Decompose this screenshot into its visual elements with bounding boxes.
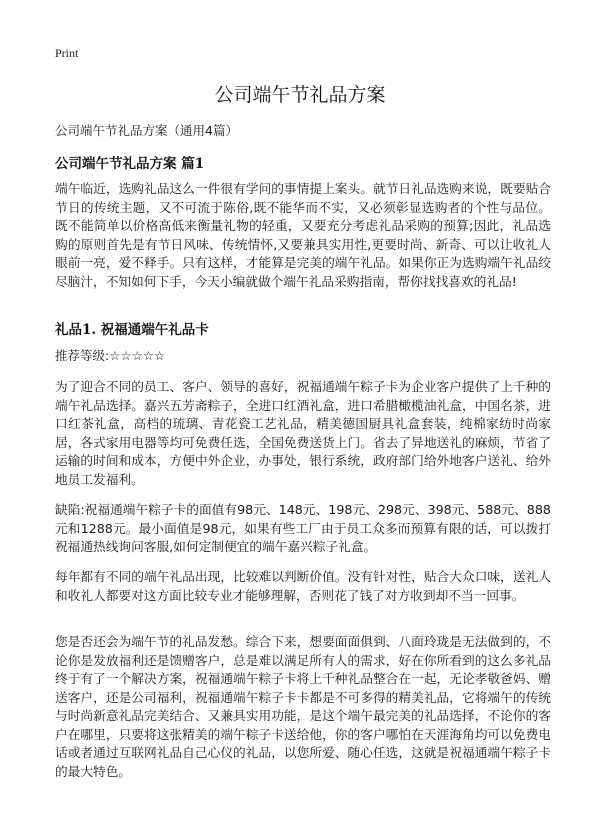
section-heading-1: 公司端午节礼品方案 篇1 [55,156,205,172]
intro-paragraph: 端午临近，选购礼品这么一件很有学问的事情提上案头。就节日礼品选购来说，既要贴合节日的传统主题，又不可流于陈俗,既不能华而不实，又必须彰显选购者的个性与品位。既不能简单以价格高低来衡量礼物的轻重，又要充分考虑礼品采购的预算;因此，礼品选购的原则首先是有节日风味、传统情怀,又要兼具实用性,更要时尚、新奇、可以让收礼人眼前一亮，爱不释手。只有这样，才能算是完美的端午礼品。如果你正为选购端午礼品绞尽脑汁，不知如何下手，今天小编就做个端午礼品采购指南，帮你找找喜欢的礼品! [55,181,551,289]
page-title: 公司端午节礼品方案 [214,84,386,106]
value-paragraph: 每年都有不同的端午礼品出现，比较难以判断价值。没有针对性，贴合大众口味，送礼人和收礼人都要对这方面比较专业才能够理解，否则花了钱了对方收到却不当一回事。 [55,569,551,603]
item-heading-1: 礼品1. 祝福通端午礼品卡 [55,322,209,338]
document-subtitle: 公司端午节礼品方案（通用4篇） [55,123,238,138]
limitation-paragraph: 缺陷:祝福通端午粽子卡的面值有98元、148元、198元、298元、398元、588元、888元和1288元。最小面值是98元，如果有些工厂由于员工众多而预算有限的话，可以拨打祝福通热线询问客服,如何定制便宜的端午嘉兴粽子礼盒。 [55,502,551,554]
description-paragraph: 为了迎合不同的员工、客户、领导的喜好，祝福通端午粽子卡为企业客户提供了上千种的端午礼品选择。嘉兴五芳斋粽子，全进口红酒礼盒，进口希腊橄榄油礼盒，中国名茶，进口红茶礼盒，高档的琉璃、青花瓷工艺礼品，精美德国厨具礼盒套装，纯棉家纺时尚家居，各式家用电器等均可免费任选，全国免费送货上门。省去了异地送礼的麻烦，节省了运输的时间和成本，方便中外企业，办事处，银行系统，政府部门给外地客户送礼、给外地员工发福利。 [55,379,551,487]
solution-paragraph: 您是否还会为端午节的礼品发愁。综合下来，想要面面俱到、八面玲珑是无法做到的，不论你是发放福利还是馈赠客户，总是难以满足所有人的需求，好在你所看到的这么多礼品终于有了一个解决方案，祝福通端午粽子卡将上千种礼品整合在一起，无论孝敬爸妈、赠送客户，还是公司福利，祝福通端午粽子卡卡都是不可多得的精美礼品，它将端午的传统与时尚新意礼品完美结合、又兼具实用功能，是这个端午最完美的礼品选择，不论你的客户在哪里，只要将这张精美的端午粽子卡送给他，你的客户哪怕在天涯海角均可以免费电话或者通过互联网礼品自己心仪的礼品，以您所爱、随心任选，这就是祝福通端午粽子卡的最大特色。 [55,634,551,779]
print-link[interactable]: Print [55,46,79,60]
rating-label: 推荐等级:☆☆☆☆☆ [55,348,166,363]
